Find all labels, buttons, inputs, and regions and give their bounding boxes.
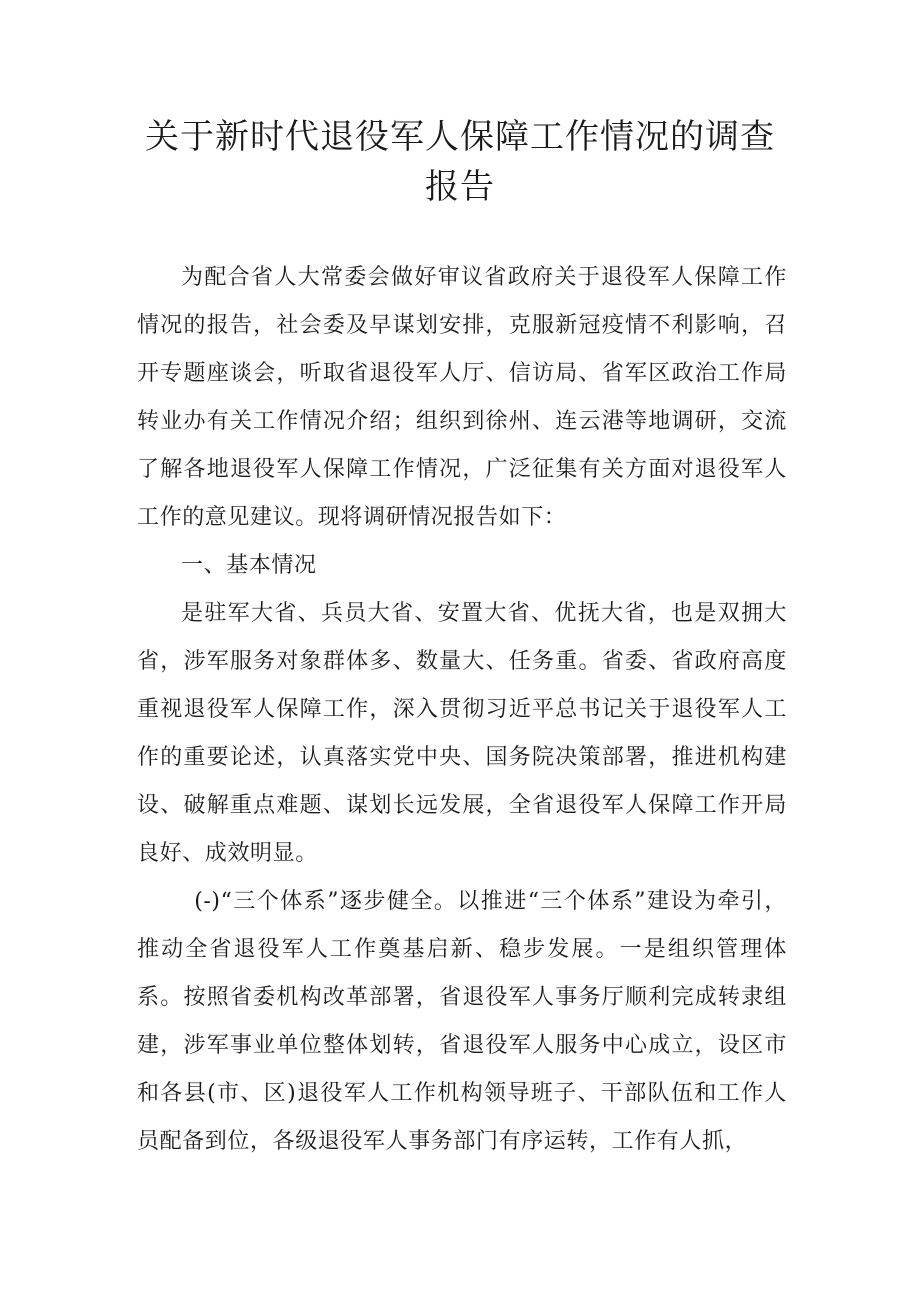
title-line-2: 报告: [425, 167, 495, 207]
intro-paragraph: 为配合省人大常委会做好审议省政府关于退役军人保障工作情况的报告，社会委及早谋划安排，克服新冠疫情不利影响，召开专题座谈会，听取省退役军人厅、信访局、省军区政治工作局转业办有关工作情况介绍；组织到徐州、连云港等地调研，交流了解各地退役军人保障工作情况，广泛征集有关方面对退役军人工作的意见建议。现将调研情况报告如下：: [137, 265, 787, 530]
title-line-1: 关于新时代退役军人保障工作情况的调查: [145, 117, 775, 157]
document-body: [137, 254, 787, 1166]
basic-situation-paragraph: 是驻军大省、兵员大省、安置大省、优抚大省，也是双拥大省，涉军服务对象群体多、数量大、任务重。省委、省政府高度重视退役军人保障工作，深入贯彻习近平总书记关于退役军人工作的重要论述，认真落实党中央、国务院决策部署，推进机构建设、破解重点难题、谋划长远发展，全省退役军人保障工作开局良好、成效明显。: [137, 601, 787, 866]
subsection-paragraph-three-systems: (-)“三个体系”逐步健全。以推进“三个体系”建设为牵引，推动全省退役军人工作奠基启新、稳步发展。一是组织管理体系。按照省委机构改革部署，省退役军人事务厅顺利完成转隶组建，涉军事业单位整体划转，省退役军人服务中心成立，设区市和各县(市、区)退役军人工作机构领导班子、干部队伍和工作人员配备到位，各级退役军人事务部门有序运转，工作有人抓，: [137, 889, 787, 1154]
section-heading-basic-situation: 一、基本情况: [181, 553, 317, 578]
document-title: [120, 112, 800, 212]
